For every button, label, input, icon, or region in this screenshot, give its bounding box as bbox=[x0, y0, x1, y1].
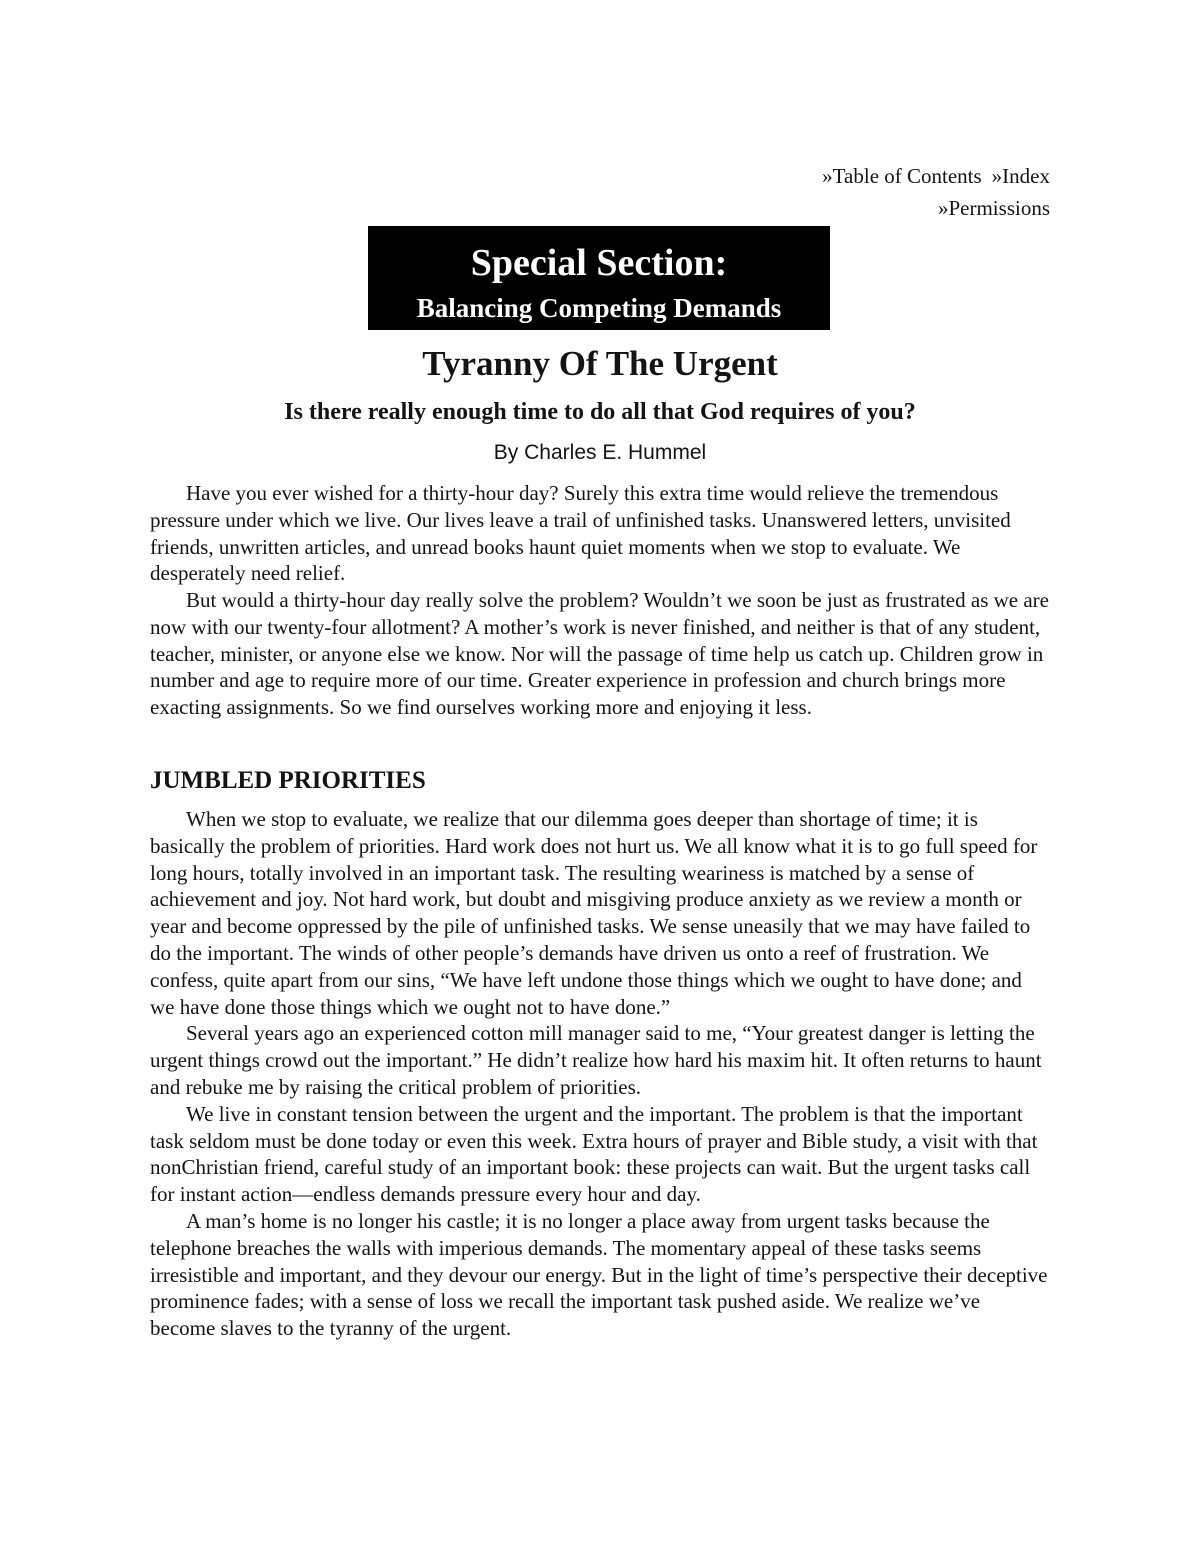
paragraph: Have you ever wished for a thirty-hour day? Surely this extra time would relieve the tremendous pressure under which we live. Our lives leave a trail of unfinished tasks. Unanswered letters, unvisited friends, unwritten articles, and unread books haunt quiet moments when we stop to evaluate. We desperately need relief. bbox=[150, 481, 1011, 586]
article-title: Tyranny Of The Urgent bbox=[422, 344, 778, 383]
special-section-banner bbox=[368, 226, 830, 330]
paragraph: But would a thirty-hour day really solve the problem? Wouldn’t we soon be just as frustrated as we are now with our twenty-four allotment? A mother’s work is never finished, and neither is that of any student, teacher, minister, or anyone else we know. Nor will the passage of time help us catch up. Children grow in number and age to require more of our time. Greater experience in profession and church brings more exacting assignments. So we find ourselves working more and enjoying it less. bbox=[150, 588, 1049, 720]
article-byline: By Charles E. Hummel bbox=[493, 441, 707, 464]
banner-subheading: Balancing Competing Demands bbox=[416, 293, 782, 323]
paragraph: A man’s home is no longer his castle; it is no longer a place away from urgent tasks because the telephone breaches the walls with imperious demands. The momentary appeal of these tasks seems irresistible and important, and they devour our energy. But in the light of time’s perspective their deceptive prominence fades; with a sense of loss we recall the important task pushed aside. We realize we’ve become slaves to the tyranny of the urgent. bbox=[150, 1208, 1048, 1341]
article-subtitle: Is there really enough time to do all that God requires of you? bbox=[284, 399, 916, 425]
section-heading: JUMBLED PRIORITIES bbox=[150, 767, 426, 794]
article-body-section bbox=[150, 806, 1050, 1342]
table-of-contents-link[interactable]: »Table of Contents bbox=[822, 164, 982, 188]
nav-row bbox=[822, 192, 1050, 224]
top-navigation bbox=[822, 160, 1050, 224]
paragraph: When we stop to evaluate, we realize that our dilemma goes deeper than shortage of time; it is basically the problem of priorities. Hard work does not hurt us. We all know what it is to go full speed for long hours, totally involved in an important task. The resulting weariness is matched by a sense of achievement and joy. Not hard work, but doubt and misgiving produce anxiety as we review a month or year and become oppressed by the pile of unfinished tasks. We sense uneasily that we may have failed to do the important. The winds of other people’s demands have driven us onto a reef of frustration. We confess, quite apart from our sins, “We have left undone those things which we ought to have done; and we have done those things which we ought not to have done.” bbox=[150, 807, 1038, 1019]
paragraph: We live in constant tension between the urgent and the important. The problem is that the important task seldom must be done today or even this week. Extra hours of prayer and Bible study, a visit with that nonChristian friend, careful study of an important book: these projects can wait. But the urgent tasks call for instant action—endless demands pressure every hour and day. bbox=[150, 1101, 1038, 1207]
nav-row bbox=[822, 160, 1050, 192]
article-body-intro bbox=[150, 587, 1050, 721]
banner-heading: Special Section: bbox=[470, 242, 728, 284]
permissions-link[interactable]: »Permissions bbox=[937, 196, 1050, 220]
paragraph: Several years ago an experienced cotton mill manager said to me, “Your greatest danger is letting the urgent things crowd out the important.” He didn’t realize how hard his maxim hit. It often returns to haunt and rebuke me by raising the critical problem of priorities. bbox=[150, 1021, 1042, 1099]
index-link[interactable]: »Index bbox=[991, 164, 1050, 188]
article-body-intro bbox=[150, 480, 1050, 587]
